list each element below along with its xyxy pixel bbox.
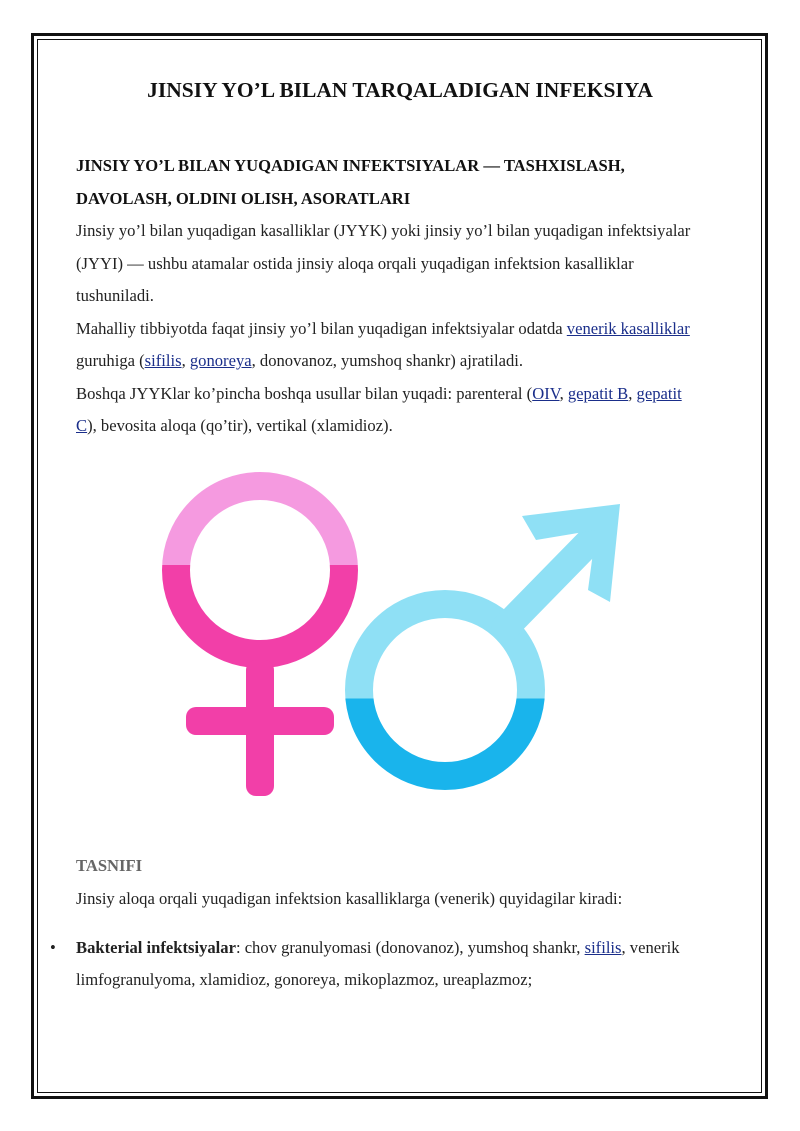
list-item-title: Bakterial infektsiyalar [76, 938, 236, 957]
paragraph-local-medicine [76, 313, 706, 378]
link-gepatit-c[interactable]: gepatit C [76, 383, 682, 435]
text-run: Boshqa JYYKlar ko’pincha boshqa usullar bilan yuqadi: parenteral ( [76, 383, 533, 403]
text-run: , [181, 351, 190, 370]
paragraph-definition: Jinsiy yo’l bilan yuqadigan kasalliklar (JYYK) yoki jinsiy yo’l bilan yuqadigan infektsiyalar (JYYI) — ushbu atamalar ostida jinsiy aloqa orqali yuqadigan infektsion kasalliklar tushuniladi. [76, 221, 691, 305]
intro-section [76, 150, 706, 443]
bullet-icon: • [50, 938, 56, 957]
text-run: , donovanoz, yumshoq shankr) ajratiladi. [251, 351, 524, 370]
article-heading: JINSIY YO’L BILAN YUQADIGAN INFEKTSIYALAR — TASHXISLASH, DAVOLASH, OLDINI OLISH, ASORATLARI [76, 156, 625, 208]
section-intro: Jinsiy aloqa orqali yuqadigan infektsion kasalliklarga (venerik) quyidagilar kiradi: [76, 888, 623, 908]
text-run: : chov granulyomasi (donovanoz), yumshoq shankr, [235, 938, 585, 957]
link-gepatit-b[interactable]: gepatit B [567, 383, 629, 403]
link-oiv[interactable]: OIV [532, 383, 560, 403]
female-symbol-icon [176, 486, 344, 796]
gender-symbols-svg [150, 460, 660, 810]
text-run: , venerik limfogranulyoma, xlamidioz, gonoreya, mikoplazmoz, ureaplazmoz; [76, 938, 680, 989]
link-sifilis-2[interactable]: sifilis [584, 938, 622, 957]
text-run: , [628, 383, 637, 403]
infection-list [50, 932, 710, 996]
document-title: JINSIY YO’L BILAN TARQALADIGAN INFEKSIYA [147, 78, 653, 102]
text-run: , [559, 383, 568, 403]
link-sifilis[interactable]: sifilis [144, 351, 182, 370]
link-venerik-kasalliklar[interactable]: venerik kasalliklar [566, 318, 690, 338]
paragraph-other-routes [76, 378, 706, 443]
text-run: guruhiga ( [76, 351, 145, 370]
link-gonoreya[interactable]: gonoreya [189, 351, 252, 370]
male-symbol-icon [359, 504, 620, 776]
text-run: ), bevosita aloqa (qo’tir), vertikal (xlamidioz). [87, 416, 393, 435]
classification-section [76, 850, 716, 933]
gender-symbols-image [150, 460, 660, 810]
section-heading-tasnifi: TASNIFI [76, 856, 143, 875]
text-run: Mahalliy tibbiyotda faqat jinsiy yo’l bilan yuqadigan infektsiyalar odatda [76, 318, 567, 338]
list-item [50, 932, 710, 996]
